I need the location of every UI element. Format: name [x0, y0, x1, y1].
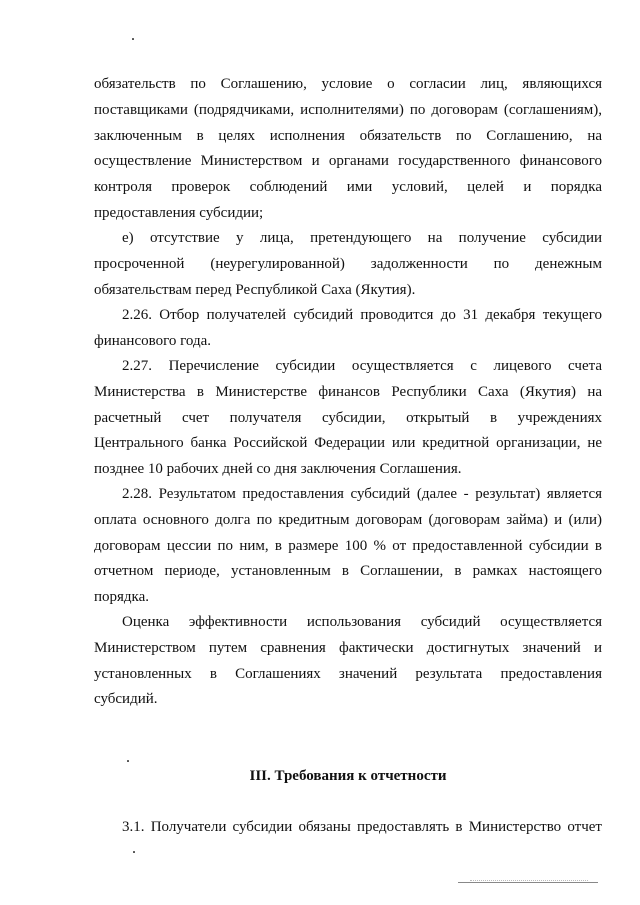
text-line: осуществление Министерством и органами государственного финансового: [94, 153, 602, 169]
scan-speck: [132, 38, 134, 40]
text-line: просроченной (неурегулированной) задолженности по денежным: [94, 256, 602, 272]
paragraph-first-line: 3.1. Получатели субсидии обязаны предоставлять в Министерство отчет: [122, 819, 602, 835]
text-line: Министерства в Министерстве финансов Республики Саха (Якутия) на: [94, 384, 602, 400]
text-line: поставщиками (подрядчиками, исполнителями) по договорам (соглашениям),: [94, 102, 602, 118]
text-line: расчетный счет получателя субсидии, открытый в учреждениях: [94, 410, 602, 426]
paragraph-first-line: 2.28. Результатом предоставления субсидий (далее - результат) является: [122, 486, 602, 502]
text-line: Министерством путем сравнения фактически достигнутых значений и: [94, 640, 602, 656]
paragraph-first-line: Оценка эффективности использования субсидий осуществляется: [122, 614, 602, 630]
scan-artifact: [470, 880, 588, 881]
scan-speck: [127, 760, 129, 762]
paragraph-first-line: 2.26. Отбор получателей субсидий проводится до 31 декабря текущего: [122, 307, 602, 323]
text-line: субсидий.: [94, 691, 158, 707]
text-line: порядка.: [94, 589, 150, 605]
text-line: заключенным в целях исполнения обязательств по Соглашению, на: [94, 128, 602, 144]
text-line: финансового года.: [94, 333, 212, 349]
scan-artifact: [458, 882, 598, 883]
paragraph-first-line: е) отсутствие у лица, претендующего на получение субсидии: [122, 230, 602, 246]
text-line: установленных в Соглашениях значений результата предоставления: [94, 666, 602, 682]
paragraph-first-line: 2.27. Перечисление субсидии осуществляется с лицевого счета: [122, 358, 602, 374]
text-line: позднее 10 рабочих дней со дня заключения Соглашения.: [94, 461, 462, 477]
text-line: оплата основного долга по кредитным договорам (договорам займа) и (или): [94, 512, 602, 528]
text-line: отчетном периоде, установленным в Соглашении, в рамках настоящего: [94, 563, 602, 579]
text-line: предоставления субсидии;: [94, 205, 264, 221]
text-line: договорам цессии по ним, в размере 100 % от предоставленной субсидии в: [94, 538, 602, 554]
text-line: контроля проверок соблюдений ими условий, целей и порядка: [94, 179, 602, 195]
text-line: Центрального банка Российской Федерации или кредитной организации, не: [94, 435, 602, 451]
text-line: обязательствам перед Республикой Саха (Якутия).: [94, 282, 416, 298]
scan-speck: [133, 851, 135, 853]
text-line: обязательств по Соглашению, условие о согласии лиц, являющихся: [94, 76, 602, 92]
section-heading: III. Требования к отчетности: [249, 768, 447, 784]
